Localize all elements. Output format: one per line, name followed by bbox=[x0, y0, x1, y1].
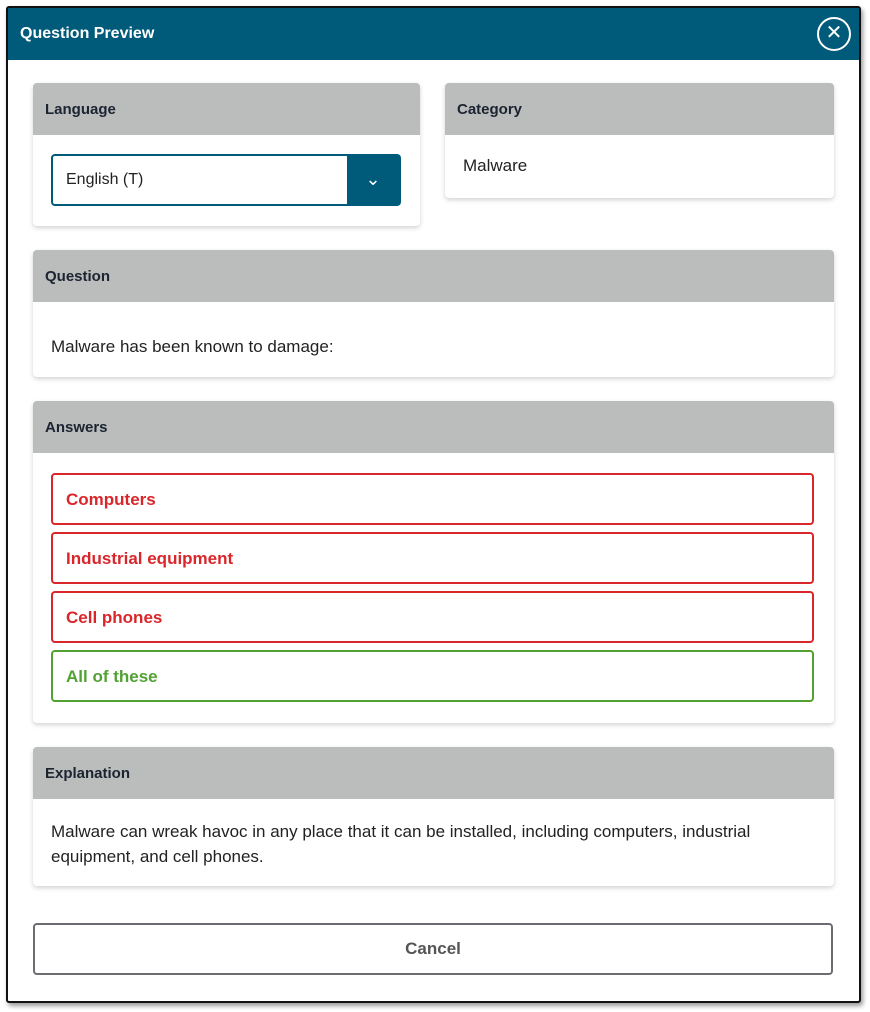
answer-option[interactable]: Industrial equipment bbox=[51, 532, 814, 584]
language-label: Language bbox=[33, 83, 420, 135]
answers-card bbox=[33, 401, 834, 723]
modal-title: Question Preview bbox=[20, 25, 155, 42]
answers-label: Answers bbox=[33, 401, 834, 453]
answer-option[interactable]: Cell phones bbox=[51, 591, 814, 643]
answer-option-correct[interactable]: All of these bbox=[51, 650, 814, 702]
chevron-down-icon[interactable]: ⌄ bbox=[347, 156, 399, 204]
explanation-text: Malware can wreak havoc in any place that it can be installed, including computers, industrial equipment, and cell phones. bbox=[51, 822, 751, 866]
question-label: Question bbox=[33, 250, 834, 302]
question-preview-modal bbox=[6, 6, 861, 1003]
question-text: Malware has been known to damage: bbox=[51, 337, 334, 356]
category-label: Category bbox=[445, 83, 834, 135]
explanation-card bbox=[33, 747, 834, 886]
close-button[interactable] bbox=[817, 17, 851, 51]
category-card bbox=[445, 83, 834, 198]
question-card bbox=[33, 250, 834, 377]
language-card bbox=[33, 83, 420, 226]
close-icon: ✕ bbox=[825, 22, 843, 44]
answer-option[interactable]: Computers bbox=[51, 473, 814, 525]
language-selected-value: English (T) bbox=[66, 171, 144, 188]
explanation-label: Explanation bbox=[33, 747, 834, 799]
language-select[interactable] bbox=[51, 154, 401, 206]
cancel-button[interactable]: Cancel bbox=[33, 923, 833, 975]
modal-header bbox=[8, 8, 859, 60]
category-value: Malware bbox=[463, 156, 528, 175]
